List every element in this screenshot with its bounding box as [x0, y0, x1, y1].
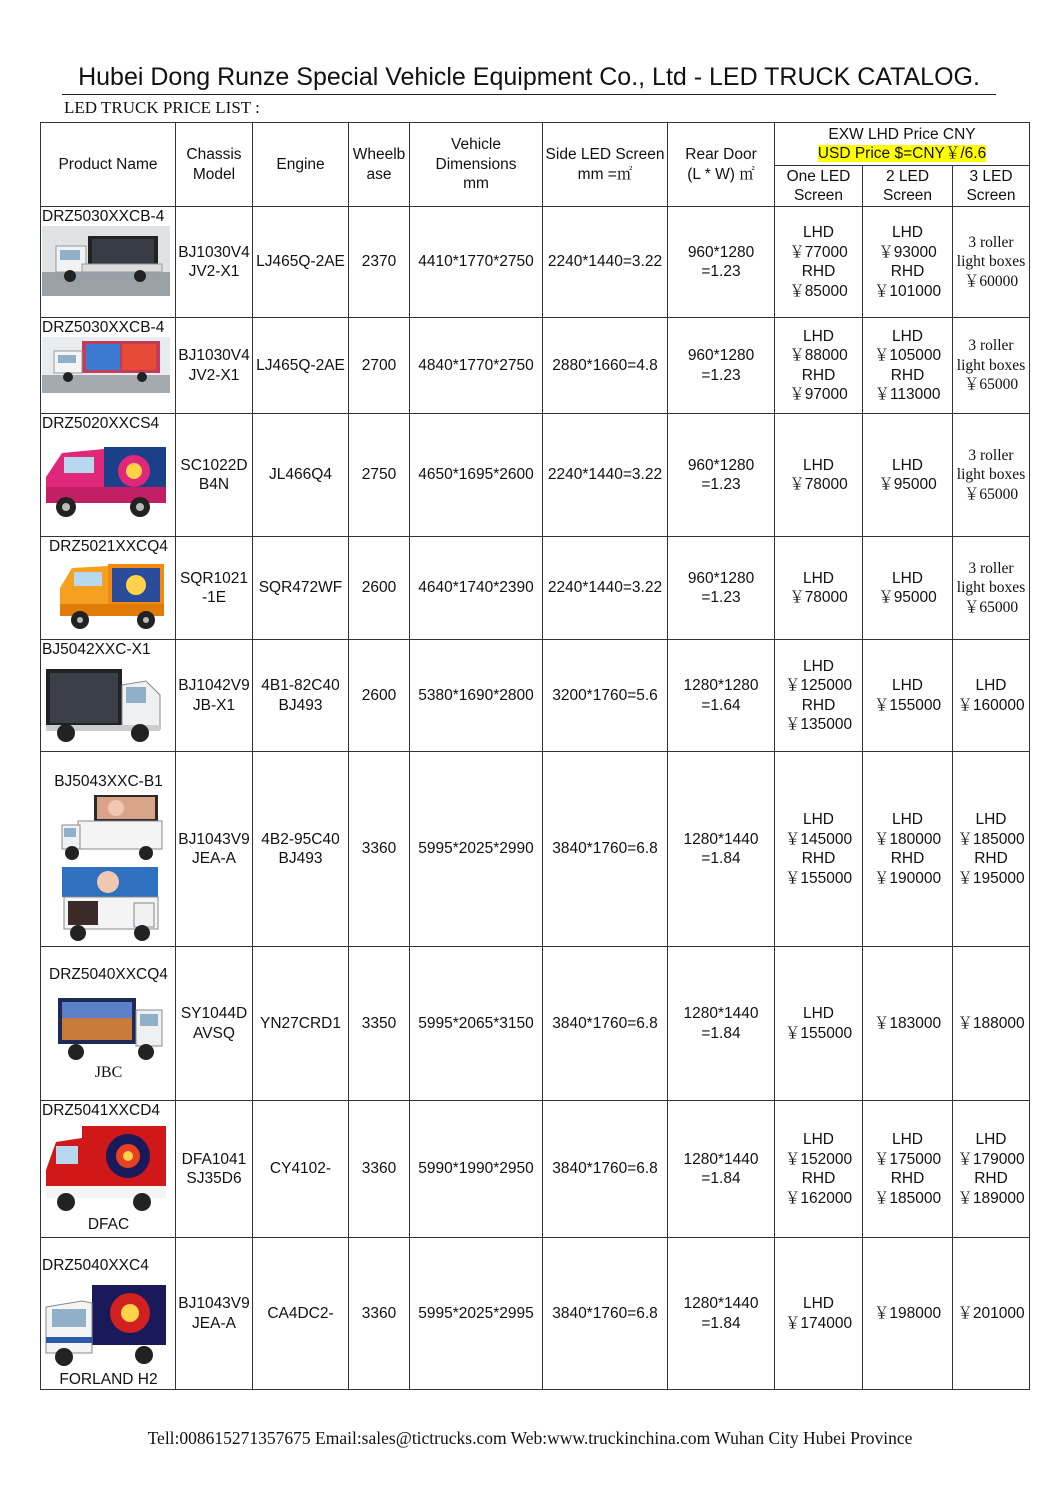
product-cell	[41, 947, 176, 1101]
wheelbase: 2600	[349, 537, 410, 640]
truck-photo	[42, 558, 170, 634]
chassis-model: BJ1030V4 JV2-X1	[176, 318, 253, 414]
product-name: DRZ5021XXCQ4	[49, 538, 168, 555]
dimensions: 5990*1990*2950	[410, 1101, 543, 1238]
chassis-model: SY1044D AVSQ	[176, 947, 253, 1101]
price-table	[40, 122, 1030, 1390]
engine: JL466Q4	[253, 414, 349, 537]
product-name: BJ5043XXC-B1	[54, 773, 163, 790]
product-cell	[41, 207, 176, 318]
usd-note: USD Price $=CNY￥/6.6	[817, 145, 987, 162]
table-row	[41, 537, 1030, 640]
product-cell	[41, 640, 176, 752]
truck-photo	[42, 226, 170, 296]
table-row	[41, 207, 1030, 318]
price-three-led: 3 roller light boxes ￥65000	[953, 414, 1030, 537]
header-price-group	[775, 123, 1030, 166]
brand-label: DFAC	[87, 1216, 130, 1233]
table-row	[41, 318, 1030, 414]
price-three-led: LHD ￥185000 RHD ￥195000	[953, 752, 1030, 947]
engine: SQR472WF	[253, 537, 349, 640]
price-two-led: LHD ￥155000	[863, 640, 953, 752]
rear-door: 960*1280 =1.23	[668, 207, 775, 318]
engine: LJ465Q-2AE	[253, 318, 349, 414]
engine: YN27CRD1	[253, 947, 349, 1101]
dimensions: 5995*2025*2995	[410, 1238, 543, 1390]
price-two-led: ￥183000	[863, 947, 953, 1101]
engine: CA4DC2-	[253, 1238, 349, 1390]
chassis-model: SC1022D B4N	[176, 414, 253, 537]
table-row	[41, 640, 1030, 752]
chassis-model: SQR1021 -1E	[176, 537, 253, 640]
header-two-led: 2 LED Screen	[863, 166, 953, 207]
product-cell	[41, 1238, 176, 1390]
header-wheelbase: Wheelb ase	[349, 123, 410, 207]
table-row	[41, 947, 1030, 1101]
price-one-led: LHD ￥145000 RHD ￥155000	[775, 752, 863, 947]
product-cell	[41, 537, 176, 640]
truck-photo	[42, 337, 170, 393]
rear-door: 960*1280 =1.23	[668, 537, 775, 640]
price-three-led: 3 roller light boxes ￥60000	[953, 207, 1030, 318]
header-chassis: Chassis Model	[176, 123, 253, 207]
product-name: DRZ5020XXCS4	[42, 415, 160, 432]
truck-photo	[42, 1281, 170, 1371]
page-title: Hubei Dong Runze Special Vehicle Equipment Co., Ltd - LED TRUCK CATALOG.	[62, 60, 996, 95]
price-two-led: ￥198000	[863, 1238, 953, 1390]
engine: LJ465Q-2AE	[253, 207, 349, 318]
chassis-model: BJ1043V9 JEA-A	[176, 752, 253, 947]
product-name: DRZ5040XXC4	[42, 1257, 149, 1274]
truck-photo	[42, 863, 170, 945]
chassis-model: BJ1042V9 JB-X1	[176, 640, 253, 752]
product-cell	[41, 318, 176, 414]
price-one-led: LHD ￥125000 RHD ￥135000	[775, 640, 863, 752]
wheelbase: 2700	[349, 318, 410, 414]
dimensions: 4410*1770*2750	[410, 207, 543, 318]
wheelbase: 2600	[349, 640, 410, 752]
price-three-led: 3 roller light boxes ￥65000	[953, 318, 1030, 414]
chassis-model: DFA1041 SJ35D6	[176, 1101, 253, 1238]
wheelbase: 3350	[349, 947, 410, 1101]
price-one-led: LHD ￥155000	[775, 947, 863, 1101]
rear-door: 1280*1440 =1.84	[668, 752, 775, 947]
header-product-name: Product Name	[41, 123, 176, 207]
dimensions: 5995*2065*3150	[410, 947, 543, 1101]
product-name: DRZ5041XXCD4	[42, 1102, 161, 1119]
side-led: 3200*1760=5.6	[543, 640, 668, 752]
engine: 4B2-95C40 BJ493	[253, 752, 349, 947]
product-cell	[41, 752, 176, 947]
header-engine: Engine	[253, 123, 349, 207]
rear-door: 960*1280 =1.23	[668, 414, 775, 537]
price-one-led: LHD ￥88000 RHD ￥97000	[775, 318, 863, 414]
price-two-led: LHD ￥95000	[863, 414, 953, 537]
product-name: DRZ5040XXCQ4	[49, 966, 168, 983]
rear-door: 1280*1280 =1.64	[668, 640, 775, 752]
price-group-label: EXW LHD Price CNY	[828, 125, 976, 143]
side-led: 2240*1440=3.22	[543, 537, 668, 640]
price-one-led: LHD ￥77000 RHD ￥85000	[775, 207, 863, 318]
side-led: 2880*1660=4.8	[543, 318, 668, 414]
wheelbase: 3360	[349, 752, 410, 947]
side-led: 2240*1440=3.22	[543, 414, 668, 537]
header-three-led: 3 LED Screen	[953, 166, 1030, 207]
price-list-subtitle: LED TRUCK PRICE LIST :	[64, 98, 260, 117]
dimensions: 5380*1690*2800	[410, 640, 543, 752]
product-name: DRZ5030XXCB-4	[42, 319, 165, 336]
truck-photo	[42, 992, 170, 1064]
wheelbase: 3360	[349, 1101, 410, 1238]
brand-label: FORLAND H2	[59, 1371, 158, 1388]
truck-photo	[42, 793, 170, 863]
truck-photo	[42, 1120, 170, 1216]
side-led: 3840*1760=6.8	[543, 1101, 668, 1238]
truck-photo	[42, 437, 170, 527]
dimensions: 4840*1770*2750	[410, 318, 543, 414]
product-cell	[41, 1101, 176, 1238]
dimensions: 4650*1695*2600	[410, 414, 543, 537]
rear-door: 1280*1440 =1.84	[668, 947, 775, 1101]
side-led: 3840*1760=6.8	[543, 752, 668, 947]
table-row	[41, 1101, 1030, 1238]
dimensions: 4640*1740*2390	[410, 537, 543, 640]
chassis-model: BJ1030V4 JV2-X1	[176, 207, 253, 318]
product-name: DRZ5030XXCB-4	[42, 208, 165, 225]
price-one-led: LHD ￥78000	[775, 537, 863, 640]
contact-footer: Tell:008615271357675 Email:sales@tictrucks.com Web:www.truckinchina.com Wuhan City Hubei Province	[147, 1428, 913, 1448]
price-three-led: LHD ￥179000 RHD ￥189000	[953, 1101, 1030, 1238]
side-led: 3840*1760=6.8	[543, 1238, 668, 1390]
table-row	[41, 752, 1030, 947]
price-one-led: LHD ￥152000 RHD ￥162000	[775, 1101, 863, 1238]
price-two-led: LHD ￥93000 RHD ￥101000	[863, 207, 953, 318]
header-dimensions: Vehicle Dimensions mm	[410, 123, 543, 207]
side-led: 2240*1440=3.22	[543, 207, 668, 318]
side-led: 3840*1760=6.8	[543, 947, 668, 1101]
price-one-led: LHD ￥174000	[775, 1238, 863, 1390]
price-one-led: LHD ￥78000	[775, 414, 863, 537]
rear-door: 960*1280 =1.23	[668, 318, 775, 414]
price-three-led: LHD ￥160000	[953, 640, 1030, 752]
header-rear-door: Rear Door (L * W) ㎡	[668, 123, 775, 207]
price-two-led: LHD ￥105000 RHD ￥113000	[863, 318, 953, 414]
product-cell	[41, 414, 176, 537]
price-two-led: LHD ￥95000	[863, 537, 953, 640]
wheelbase: 2750	[349, 414, 410, 537]
price-two-led: LHD ￥180000 RHD ￥190000	[863, 752, 953, 947]
price-two-led: LHD ￥175000 RHD ￥185000	[863, 1101, 953, 1238]
chassis-model: BJ1043V9 JEA-A	[176, 1238, 253, 1390]
brand-label: JBC	[94, 1064, 123, 1081]
price-three-led: 3 roller light boxes ￥65000	[953, 537, 1030, 640]
wheelbase: 3360	[349, 1238, 410, 1390]
table-row	[41, 414, 1030, 537]
engine: CY4102-	[253, 1101, 349, 1238]
rear-door: 1280*1440 =1.84	[668, 1101, 775, 1238]
header-one-led: One LED Screen	[775, 166, 863, 207]
engine: 4B1-82C40 BJ493	[253, 640, 349, 752]
price-three-led: ￥201000	[953, 1238, 1030, 1390]
price-three-led: ￥188000	[953, 947, 1030, 1101]
table-row	[41, 1238, 1030, 1390]
wheelbase: 2370	[349, 207, 410, 318]
rear-door: 1280*1440 =1.84	[668, 1238, 775, 1390]
product-name: BJ5042XXC-X1	[42, 641, 151, 658]
dimensions: 5995*2025*2990	[410, 752, 543, 947]
truck-photo	[42, 659, 170, 749]
header-side-led: Side LED Screen mm =㎡	[543, 123, 668, 207]
